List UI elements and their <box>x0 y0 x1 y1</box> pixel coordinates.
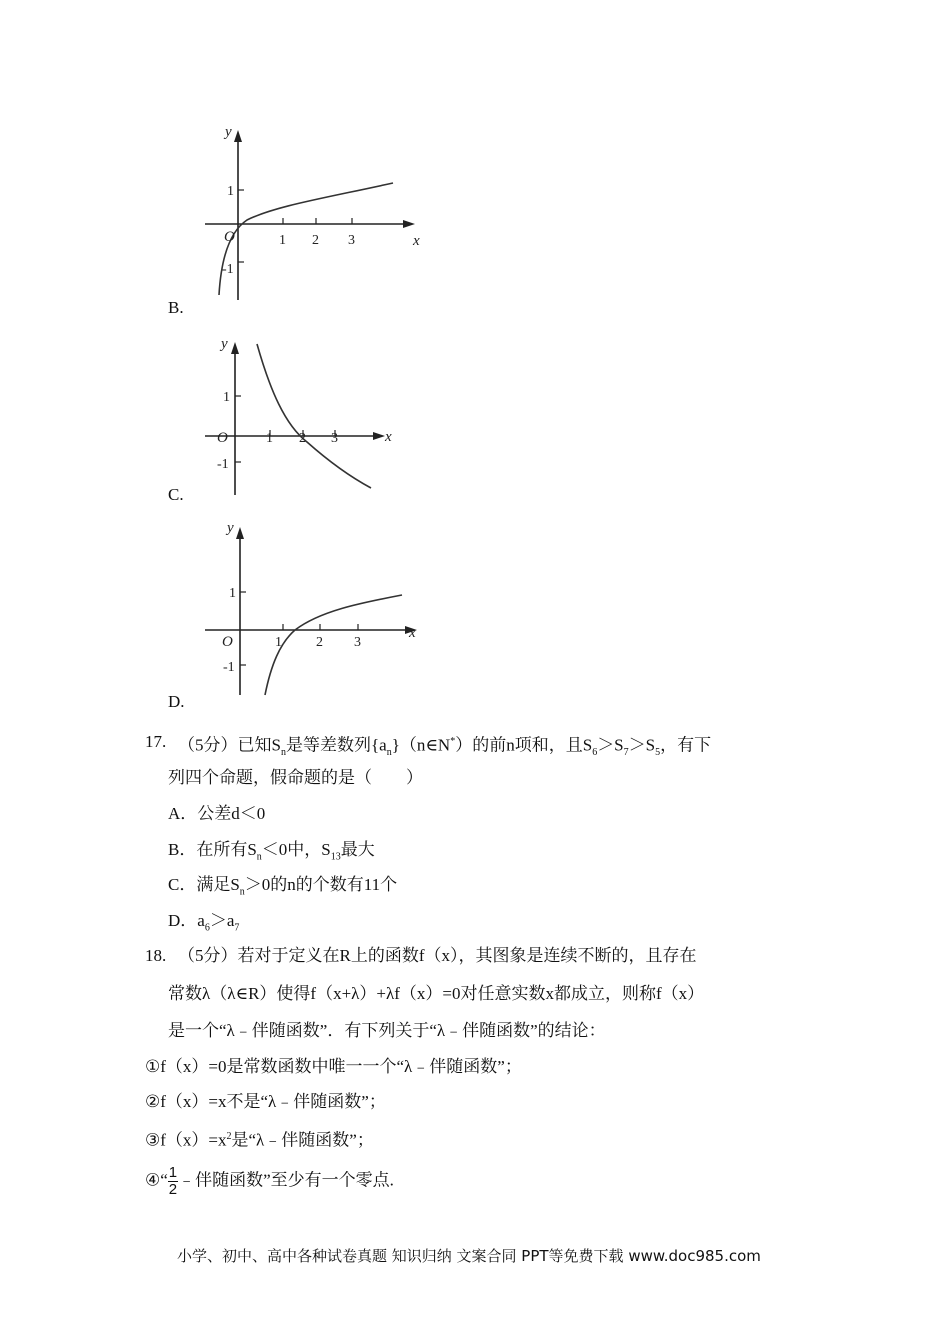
q17-option-b: B．在所有$S_n<0$中，$S_{13}$最大 <box>168 840 375 863</box>
tick-x-1: 1 <box>275 635 282 650</box>
tick-y-neg: -1 <box>217 457 229 472</box>
q18-item-1: ①f（x）=0是常数函数中唯一一个“λ﹣伴随函数”； <box>145 1057 522 1076</box>
tick-x-3: 3 <box>354 635 361 650</box>
origin-label: O <box>222 634 233 650</box>
tick-y-pos: 1 <box>223 390 230 405</box>
q18-item-2: ②f（x）=x不是“λ﹣伴随函数”； <box>145 1092 386 1111</box>
curve-c <box>257 344 371 488</box>
q18-item-3: $③f(x)=x^2$是“λ﹣伴随函数”； <box>145 1130 374 1150</box>
y-label: y <box>227 520 234 536</box>
q17-option-d: D．$a_6>a_7$ <box>168 911 240 934</box>
x-label: x <box>385 429 392 445</box>
x-axis-arrow <box>403 220 415 228</box>
tick-x-1: 1 <box>266 431 273 446</box>
q18-number: 18. <box>145 946 167 965</box>
option-b-label: B. <box>168 298 184 317</box>
tick-y-pos: 1 <box>229 586 236 601</box>
origin-label: O <box>217 430 228 446</box>
q17-option-c: C．满足$S_n>0$的n的个数有11个 <box>168 875 398 898</box>
page-footer: 小学、初中、高中各种试卷真题 知识归纳 文案合同 PPT等免费下载 www.doc985.com <box>177 1247 761 1265</box>
tick-x-2: 2 <box>316 635 323 650</box>
x-axis-arrow <box>373 432 385 440</box>
tick-y-pos: 1 <box>227 184 234 199</box>
graph-option-d <box>195 515 435 700</box>
q17-stem-line1: （5分）已知$S_n$是等差数列$\{a_n\}(n\in N^*)$的前n项和，且$S_6>S_7>S_5$，有下 <box>178 735 712 759</box>
y-label: y <box>225 124 232 140</box>
q18-line3: 是一个“λ﹣伴随函数”．有下列关于“λ﹣伴随函数”的结论： <box>168 1021 606 1040</box>
origin-label: O <box>224 229 235 245</box>
graph-option-b <box>195 120 435 305</box>
tick-y-neg: -1 <box>223 660 235 675</box>
x-label: x <box>413 233 420 249</box>
graph-option-c <box>195 330 415 500</box>
curve-b <box>219 183 393 295</box>
y-axis-arrow <box>231 342 239 354</box>
tick-x-2: 2 <box>299 431 306 446</box>
option-c-label: C. <box>168 485 184 504</box>
tick-y-neg: -1 <box>222 262 234 277</box>
q18-line1: （5分）若对于定义在R上的函数f（x），其图象是连续不断的，且存在 <box>178 946 697 965</box>
y-axis-arrow <box>236 527 244 539</box>
q17-option-a: A．公差d＜0 <box>168 804 266 823</box>
tick-x-3: 3 <box>331 431 338 446</box>
q18-line2: 常数λ（λ∈R）使得f（x+λ）+λf（x）=0对任意实数x都成立，则称f（x） <box>168 984 705 1003</box>
curve-d <box>265 595 402 695</box>
q17-number: 17. <box>145 732 167 751</box>
y-label: y <box>221 336 228 352</box>
q18-item-4: ④“ $\frac{1}{2}$ ﹣伴随函数”至少有一个零点. <box>145 1164 394 1198</box>
q17-stem-line2: 列四个命题，假命题的是（ ） <box>168 768 423 787</box>
tick-x-2: 2 <box>312 233 319 248</box>
tick-x-1: 1 <box>279 233 286 248</box>
x-label: x <box>409 625 416 641</box>
option-d-label: D. <box>168 692 185 711</box>
tick-x-3: 3 <box>348 233 355 248</box>
y-axis-arrow <box>234 130 242 142</box>
fraction-one-half: $\frac{1}{2}$ <box>168 1164 178 1198</box>
